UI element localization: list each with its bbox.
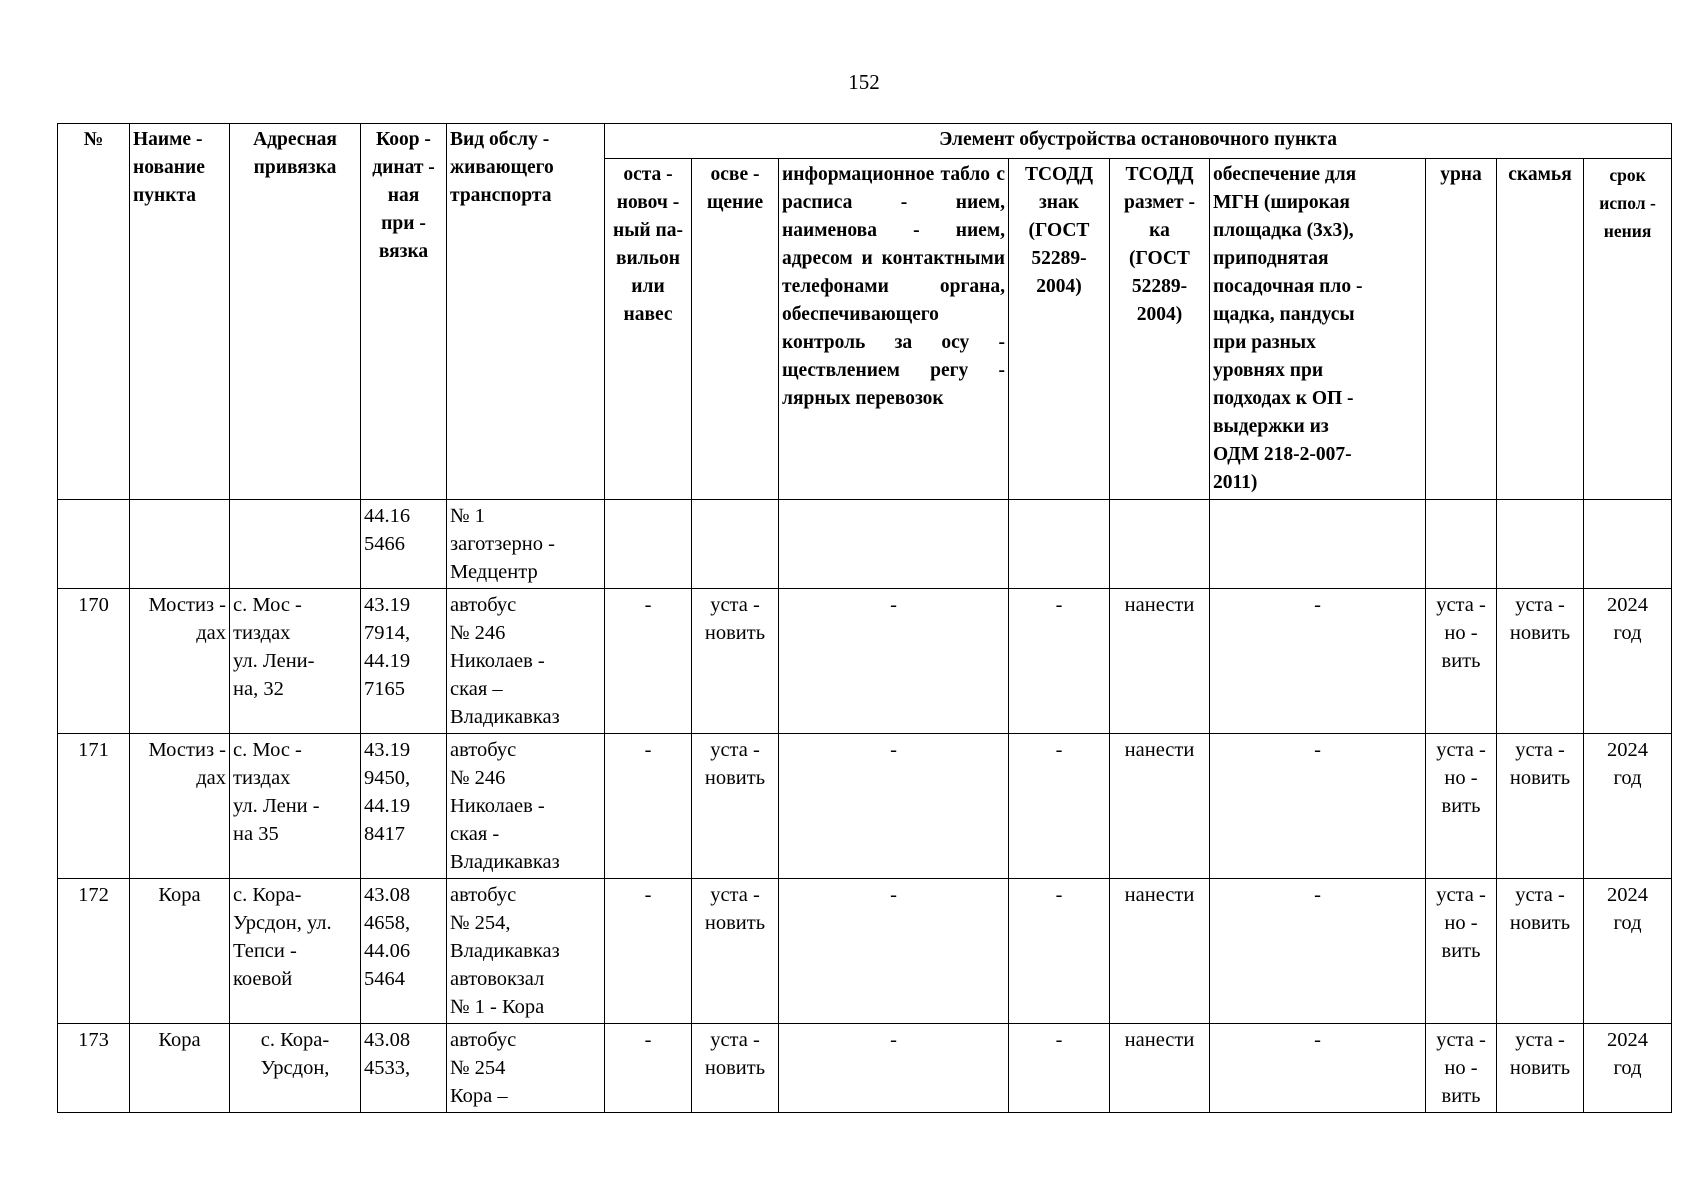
cell-empty [779, 500, 1009, 589]
cell-infoboard: - [779, 589, 1009, 734]
cell-mgn: - [1210, 879, 1426, 1024]
cell-urn: уста - но - вить [1426, 589, 1497, 734]
cell-deadline: 2024 год [1584, 589, 1672, 734]
cell-empty [230, 500, 361, 589]
header-lighting: осве - щение [692, 159, 779, 500]
cell-urn: уста - но - вить [1426, 734, 1497, 879]
header-infoboard: информационное табло с расписа - нием, наименова - нием, адресом и контактными телефонами органа, обеспечивающего контроль за осу - ществлением регу - лярных перевозок [779, 159, 1009, 500]
bus-stop-table [57, 123, 1672, 1113]
header-name: Наиме - нование пункта [130, 124, 230, 500]
cell-bench: уста - новить [1497, 589, 1584, 734]
cell-coords: 43.08 4533, [361, 1024, 447, 1113]
cell-empty [1497, 500, 1584, 589]
cell-empty [58, 500, 130, 589]
cell-address: с. Кора- Урсдон, [230, 1024, 361, 1113]
cell-mgn: - [1210, 1024, 1426, 1113]
cell-lighting: уста - новить [692, 589, 779, 734]
cell-name: Кора [130, 879, 230, 1024]
header-num: № [58, 124, 130, 500]
cell-empty [1584, 500, 1672, 589]
header-sign: ТСОДД знак (ГОСТ 52289- 2004) [1009, 159, 1110, 500]
page-number: 152 [848, 70, 880, 94]
cell-urn: уста - но - вить [1426, 879, 1497, 1024]
cell-mgn: - [1210, 589, 1426, 734]
cell-infoboard: - [779, 1024, 1009, 1113]
cell-bench: уста - новить [1497, 879, 1584, 1024]
cell-pavilion: - [605, 589, 692, 734]
cell-empty [1426, 500, 1497, 589]
table-row [58, 1024, 1672, 1113]
cell-transport: автобус № 246 Николаев - ская – Владикавказ [447, 589, 605, 734]
cell-mgn: - [1210, 734, 1426, 879]
cell-infoboard: - [779, 879, 1009, 1024]
cell-sign: - [1009, 589, 1110, 734]
cell-transport: № 1 заготзерно - Медцентр [447, 500, 605, 589]
header-urn: урна [1426, 159, 1497, 500]
cell-transport: автобус № 246 Николаев - ская - Владикавказ [447, 734, 605, 879]
cell-address: с. Мос - тиздах ул. Лени- на, 32 [230, 589, 361, 734]
header-bench: скамья [1497, 159, 1584, 500]
cell-pavilion: - [605, 879, 692, 1024]
cell-lighting: уста - новить [692, 1024, 779, 1113]
cell-deadline: 2024 год [1584, 734, 1672, 879]
cell-empty [130, 500, 230, 589]
cell-marking: нанести [1110, 879, 1210, 1024]
cell-bench: уста - новить [1497, 1024, 1584, 1113]
cell-address: с. Мос - тиздах ул. Лени - на 35 [230, 734, 361, 879]
header-row-1 [58, 124, 1672, 159]
cell-sign: - [1009, 734, 1110, 879]
cell-pavilion: - [605, 734, 692, 879]
cell-num: 170 [58, 589, 130, 734]
cell-coords: 43.19 9450, 44.19 8417 [361, 734, 447, 879]
cell-marking: нанести [1110, 1024, 1210, 1113]
cell-lighting: уста - новить [692, 734, 779, 879]
cell-coords: 44.16 5466 [361, 500, 447, 589]
cell-deadline: 2024 год [1584, 879, 1672, 1024]
header-group-elements: Элемент обустройства остановочного пункта [605, 124, 1672, 159]
cell-empty [1110, 500, 1210, 589]
cell-num: 171 [58, 734, 130, 879]
table-row [58, 589, 1672, 734]
cell-coords: 43.08 4658, 44.06 5464 [361, 879, 447, 1024]
cell-empty [1210, 500, 1426, 589]
header-address: Адресная привязка [230, 124, 361, 500]
cell-num: 173 [58, 1024, 130, 1113]
cell-transport: автобус № 254 Кора – [447, 1024, 605, 1113]
cell-empty [1009, 500, 1110, 589]
header-coords: Коор - динат - ная при - вязка [361, 124, 447, 500]
header-mgn: обеспечение для МГН (широкая площадка (3х3), приподнятая посадочная пло - щадка, пандусы при разных уровнях при подходах к ОП - выдержки из ОДМ 218-2-007- 2011) [1210, 159, 1426, 500]
cell-num: 172 [58, 879, 130, 1024]
header-transport: Вид обслу - живающего транспорта [447, 124, 605, 500]
table-row [58, 734, 1672, 879]
cell-empty [692, 500, 779, 589]
continuation-row [58, 500, 1672, 589]
cell-marking: нанести [1110, 589, 1210, 734]
cell-urn: уста - но - вить [1426, 1024, 1497, 1113]
cell-sign: - [1009, 1024, 1110, 1113]
cell-name: Кора [130, 1024, 230, 1113]
cell-name: Мостиз - дах [130, 734, 230, 879]
cell-name: Мостиз - дах [130, 589, 230, 734]
cell-deadline: 2024 год [1584, 1024, 1672, 1113]
cell-transport: автобус № 254, Владикавказ автовокзал № 1 - Кора [447, 879, 605, 1024]
cell-lighting: уста - новить [692, 879, 779, 1024]
cell-infoboard: - [779, 734, 1009, 879]
cell-sign: - [1009, 879, 1110, 1024]
cell-address: с. Кора- Урсдон, ул. Тепси - коевой [230, 879, 361, 1024]
table-row [58, 879, 1672, 1024]
cell-pavilion: - [605, 1024, 692, 1113]
cell-empty [605, 500, 692, 589]
header-pavilion: оста - новоч - ный па- вильон или навес [605, 159, 692, 500]
header-marking: ТСОДД размет - ка (ГОСТ 52289- 2004) [1110, 159, 1210, 500]
header-deadline: срок испол - нения [1584, 159, 1672, 500]
cell-coords: 43.19 7914, 44.19 7165 [361, 589, 447, 734]
cell-bench: уста - новить [1497, 734, 1584, 879]
cell-marking: нанести [1110, 734, 1210, 879]
